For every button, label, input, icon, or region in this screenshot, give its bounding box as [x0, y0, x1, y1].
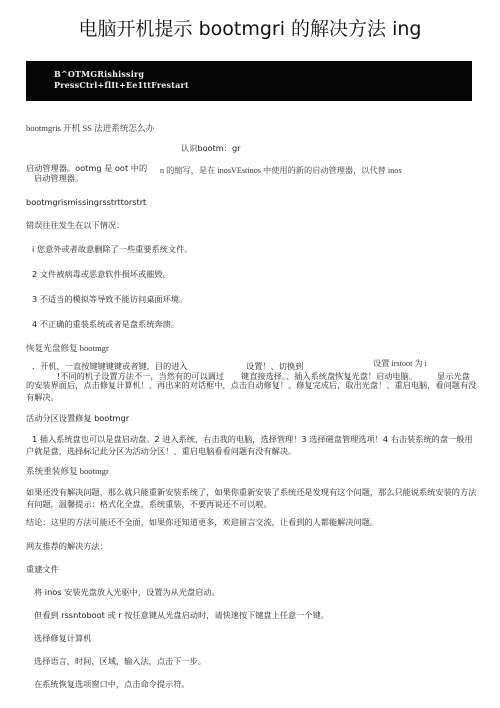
intro-question: bootmgris 开机 SS 法进系统怎么办 — [26, 123, 155, 133]
fix-step-text: ．开机，一直按键键键键或者键，目的进入 — [32, 361, 188, 371]
definition-part2: n 的缩写，是在 inosVEstinos 中使用的新的启动管理器，以代替 inos — [160, 166, 402, 175]
list-item: 但看到 rssntoboot 或 r 按任意键从光盘启动时，请快速按下键盘上任意一个键。 — [34, 610, 329, 620]
list-item: 将 inos 安装光盘放入光驱中，设置为从光盘启动。 — [34, 587, 220, 597]
fix-step-text: !不同的机子设置方法不一，当然有的可以调过 — [57, 371, 225, 381]
definition-part1: 启动管理器。ootmg 是 oot 中的 — [26, 163, 148, 173]
reinstall-paragraph: 如果还没有解决问题，那么就只能重新安装系统了，如果你重新安装了系统还是发现有这个问题，那么只能说系统安装的方法有问题，温馨提示：格式化全盘，系统重装，不要再说还不可以啦。 — [26, 487, 477, 509]
boot-error-line: B^OTMGRishissirg — [54, 69, 145, 79]
list-item: 选择语言，时间，区域，输入法，点击下一步。 — [34, 656, 206, 666]
section-heading-reinstall: 系统重装修复 bootmgr — [26, 466, 109, 476]
fix-step-paragraph: 的安装界面后，点击修复计算机！、再出来的对话框中，点击自动修复！、修复完成后，取出光盘！、重启电脑，看问题有没有解决。 — [26, 380, 477, 402]
error-message-text: bootmgrismissingrsstrttorstrt — [26, 197, 147, 207]
fix-step-text: 键直接选择。、插入系统盘恢复光盘！启动电脑。 — [241, 371, 418, 381]
list-item: 在系统恢复选项窗口中，点击命令提示符。 — [34, 679, 190, 689]
list-item: i 您意外或者故意删除了一些重要系统文件。 — [32, 244, 193, 254]
list-item: 2 文件被病毒或恶意软件损坏或摧毁。 — [32, 269, 171, 279]
rebuild-file-heading: 重建文件 — [26, 564, 59, 574]
boot-error-screenshot — [26, 61, 472, 101]
fix-step-text: 设置！、切换到 — [246, 361, 304, 371]
section-heading-active-partition: 活动分区设置修复 bootmgr — [26, 413, 130, 423]
fix-step-text: 显示光盘 — [437, 371, 470, 381]
subheading-know-bootmgr: 认识bootm：gr — [181, 143, 241, 153]
recommended-solutions-heading: 网友推荐的解决方法： — [26, 541, 108, 551]
list-item: 选择修复计算机 — [34, 633, 92, 643]
fix-step-text: 设置 irstoot 为 i — [373, 359, 427, 368]
page-title: 电脑开机提示 bootmgri 的解决方法 ing — [78, 18, 422, 40]
list-item: 4 不正确的重装系统或者是盘系统奔溃。 — [32, 319, 179, 329]
conclusion-paragraph: 结论：这里的方法可能还不全面，如果你还知道更多，欢迎留言交流，让看到的人都能解决问题。 — [26, 517, 379, 527]
list-item: 3 不适当的模拟等导致不能访问桌面环境。 — [32, 294, 188, 304]
section-heading-recovery-disc: 恢复光盘修复 bootmgr — [26, 343, 109, 353]
definition-part3: 启动管理器。 — [34, 173, 84, 183]
boot-restart-line: PressCtrl+flIt+Ee1ttFrestart — [54, 80, 189, 90]
active-partition-paragraph: 1 插入系统盘也可以是盘启动盘。2 进入系统，右击我的电脑，选择管理！3 选择磁盘管理选项！4 右击装系统的盘一般用户就是盘，选择标记此分区为活动分区！、重启电脑看看问题有没有解决。 — [26, 434, 473, 456]
causes-heading: 错误往往发生在以下情况： — [26, 220, 125, 230]
